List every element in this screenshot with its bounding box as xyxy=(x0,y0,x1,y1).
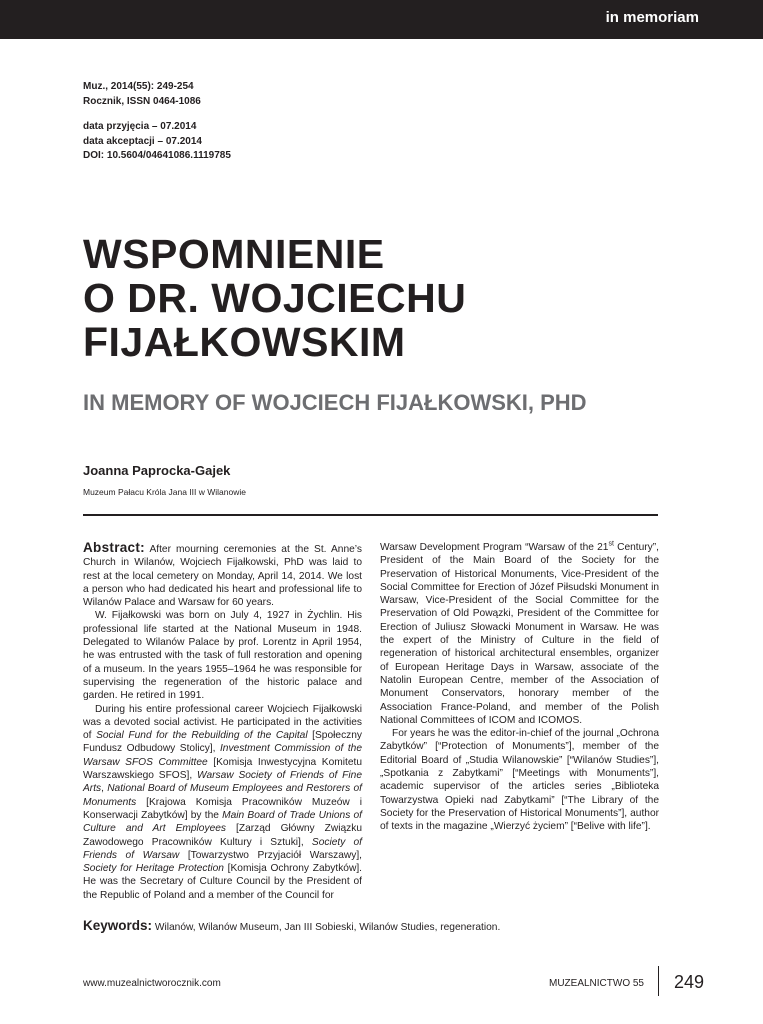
article-subtitle: IN MEMORY OF WOJCIECH FIJAŁKOWSKI, PHD xyxy=(83,390,587,415)
title-line-3: FIJAŁKOWSKIM xyxy=(83,319,406,365)
keywords-label: Keywords: xyxy=(83,918,153,933)
date-accepted: data akceptacji – 07.2014 xyxy=(83,135,202,147)
abstract-label: Abstract: xyxy=(83,540,145,555)
title-line-1: WSPOMNIENIE xyxy=(83,231,385,277)
journal-url[interactable]: www.muzealnictworocznik.com xyxy=(83,978,221,989)
title-line-2: O DR. WOJCIECHU xyxy=(83,275,467,321)
abstract-paragraph-2: W. Fijałkowski was born on July 4, 1927 in Żychlin. His professional life started at the National Museum in 1948. Delegated to Wilanów Palace by prof. Lorentz in April 1954, he was entrusted with the task of full restoration and opening of a museum. In the years 1955–1964 he was responsible for supervising the regeneration of the historic palace and garden. He retired in 1991. xyxy=(83,610,362,702)
date-received: data przyjęcia – 07.2014 xyxy=(83,121,197,132)
section-label: in memoriam xyxy=(605,9,699,26)
journal-name: MUZEALNICTWO 55 xyxy=(548,978,644,989)
keywords-text: Wilanów, Wilanów Museum, Jan III Sobieski, Wilanów Studies, regeneration. xyxy=(154,922,501,933)
citation-issn: Rocznik, ISSN 0464-1086 xyxy=(83,95,201,107)
keywords xyxy=(83,918,500,933)
abstract-column-right xyxy=(380,541,659,834)
abstract-paragraph-4: For years he was the editor-in-chief of the journal „Ochrona Zabytków” [“Protection of Monuments”], member of the Editorial Board of „Studia Wilanowskie” [“Wilanów Studies”], „Spotkania z Zabytkami” [“Meetings with Monuments”], academic supervisor of the articles series „Biblioteka Towarzystwa Opieki nad Zabytkami” [“The Library of the Society for the Preservation of Historical Monuments”], author of texts in the magazine „Wierzyć życiem” [“Belive with life”]. xyxy=(380,728,659,833)
citation-volume: Muz., 2014(55): 249-254 xyxy=(83,81,194,92)
article-title xyxy=(83,232,466,364)
divider-rule xyxy=(83,514,658,516)
dates-block xyxy=(83,120,231,164)
author-affiliation: Muzeum Pałacu Króla Jana III w Wilanowie xyxy=(83,487,246,497)
doi: DOI: 10.5604/04641086.1119785 xyxy=(83,150,231,161)
page-number: 249 xyxy=(674,972,705,992)
abstract-paragraph-1: Abstract: After mourning ceremonies at the St. Anne’s Church in Wilanów, Wojciech Fijałkowski, PhD was laid to rest at the local cemetery on Monday, April 14, 2014. We lost a person who had dedicated his heart and professional life to Wilanów Palace and Warsaw for 60 years. xyxy=(83,540,362,609)
footer-divider xyxy=(658,966,659,996)
abstract-column-left xyxy=(83,541,362,902)
abstract-paragraph-3-continued: Warsaw Development Program “Warsaw of the 21st Century”, President of the Main Board of the Society for the Preservation of Historical Monuments, Vice-President of the Social Committee for Erection of Józef Piłsudski Monument in Warsaw, Vice-President of the Social Committee for the Preservation of Old Powązki, President of the Committee for Erection of Juliusz Słowacki Monument in Warsaw. He was the expert of the Ministry of Culture in the field of regeneration of historical architectural ensembles, organizer of European Heritage Days in Warsaw, associate of the Natolin European Centre, member of the Association of Monument Conservators, honorary member of the Association France-Poland, and member of the Polish National Committees of ICOM and ICOMOS. xyxy=(380,540,659,726)
header-bar xyxy=(0,0,763,39)
abstract-paragraph-3: During his entire professional career Wojciech Fijałkowski was a devoted social activist. He participated in the activities of Social Fund for the Rebuilding of the Capital [Społeczny Fundusz Odbudowy Stolicy], Investment Commission of the Warsaw SFOS Committee [Komisja Inwestycyjna Komitetu Warszawskiego SFOS], Warsaw Society of Friends of Fine Arts, National Board of Museum Employees and Restorers of Monuments [Krajowa Komisja Pracowników Muzeów i Konserwacji Zabytków] by the Main Board of Trade Unions of Culture and Art Employees [Zarząd Główny Związku Zawodowego Pracowników Kultury i Sztuki], Society of Friends of Warsaw [Towarzystwo Przyjaciół Warszawy], Society for Heritage Protection [Komisja Ochrony Zabytków]. He was the Secretary of Culture Council by the President of the Republic of Poland and a member of the Council for xyxy=(83,703,363,901)
citation-block xyxy=(83,80,201,109)
author-name: Joanna Paprocka-Gajek xyxy=(83,463,231,478)
